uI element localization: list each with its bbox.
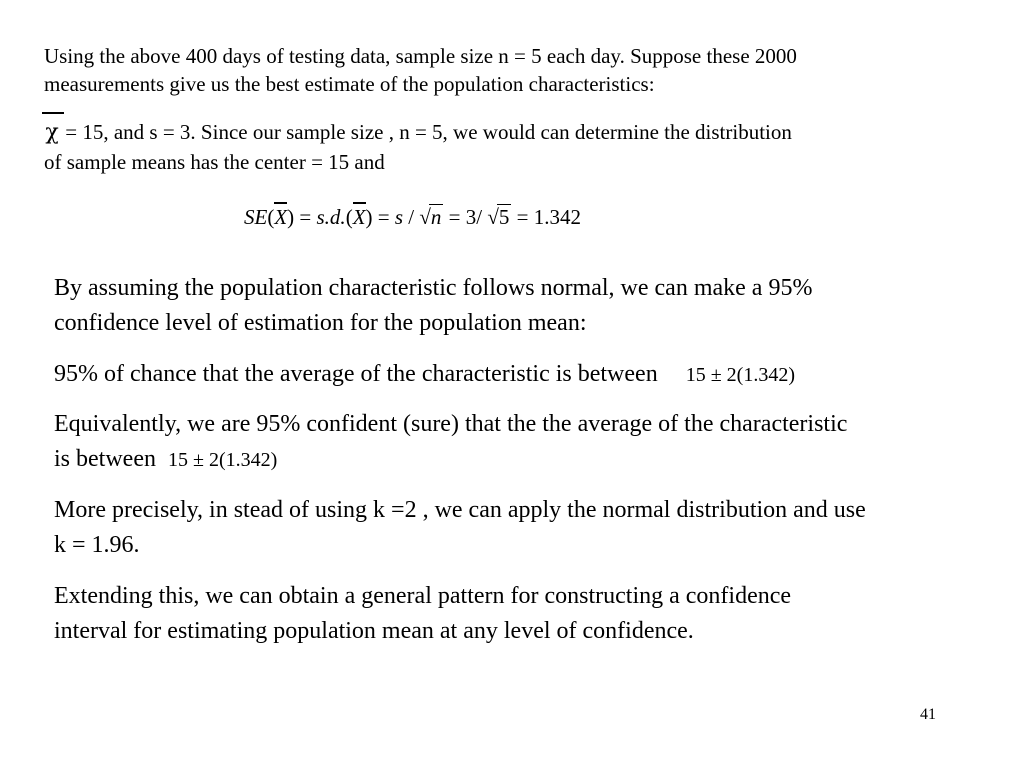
x-bar-1: X: [274, 205, 288, 229]
paren: ): [365, 205, 373, 229]
equals: =: [372, 205, 395, 229]
sd-label: s.d.: [316, 205, 346, 229]
sqrt-sign: √: [419, 205, 431, 229]
p4-line-2: k = 1.96.: [54, 531, 140, 558]
extending-paragraph: [54, 579, 1014, 649]
p1-line-1: By assuming the population characteristic follows normal, we can make a 95%: [54, 275, 813, 301]
p5-line-1: Extending this, we can obtain a general pattern for constructing a confidence: [54, 583, 792, 609]
p4-line-1: More precisely, in stead of using k =2 , we can apply the normal distribution and use: [54, 497, 866, 523]
intro-paragraph: [44, 42, 984, 99]
normal-assumption-paragraph: [54, 271, 1014, 341]
intro-line-1: Using the above 400 days of testing data, sample size n = 5 each day. Suppose these 2000: [44, 44, 797, 68]
s-symbol: s: [394, 205, 404, 229]
se-result: = 1.342: [511, 205, 581, 229]
slash: /: [403, 205, 420, 229]
five-value: 5: [498, 205, 510, 229]
sqrt-sign: √: [487, 205, 499, 229]
p5-line-2: interval for estimating population mean at any level of confidence.: [54, 617, 694, 644]
intro-line-2: measurements give us the best estimate of the population characteristics:: [44, 72, 655, 97]
interval-expression: 15 ± 2(1.342): [167, 448, 278, 471]
equals-three: = 3/: [443, 205, 488, 229]
paren: (: [267, 205, 275, 229]
x-bar-symbol: χ: [44, 118, 60, 148]
page-number: 41: [920, 706, 936, 723]
p1-line-2: confidence level of estimation for the population mean:: [54, 309, 587, 336]
paren: ): [287, 205, 295, 229]
estimate-line-1: = 15, and s = 3. Since our sample size , n = 5, we would can determine the distribution: [65, 120, 792, 144]
confident-paragraph: [54, 407, 1014, 477]
n-symbol: n: [430, 205, 442, 229]
estimate-paragraph: [44, 118, 1004, 176]
interval-expression: 15 ± 2(1.342): [685, 364, 795, 386]
p2-text: 95% of chance that the average of the characteristic is between: [54, 361, 658, 387]
p3-line-1: Equivalently, we are 95% confident (sure) that the the average of the characteristic: [54, 411, 848, 437]
chance-paragraph: [54, 357, 1014, 392]
x-bar-2: X: [352, 205, 366, 229]
precise-paragraph: [54, 493, 1022, 563]
standard-error-formula: [244, 204, 581, 230]
p3-line-2: is between: [54, 445, 156, 472]
paren: (: [345, 205, 353, 229]
estimate-line-2: of sample means has the center = 15 and: [44, 149, 385, 174]
se-label: SE: [244, 205, 268, 229]
equals: =: [294, 205, 317, 229]
